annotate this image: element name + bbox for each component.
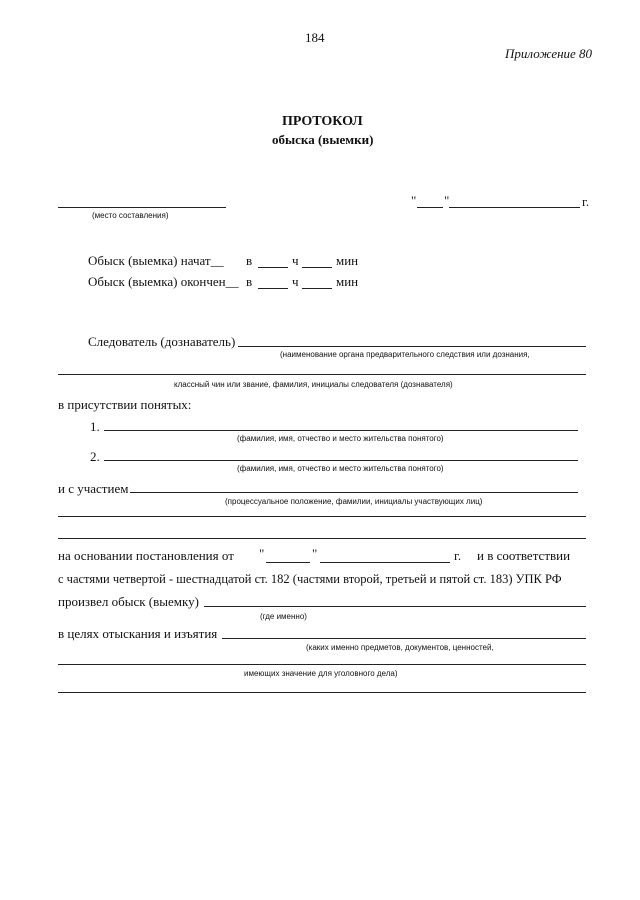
participation-label: и с участием xyxy=(58,481,129,496)
basis-month-year-line[interactable] xyxy=(320,562,450,563)
purpose-label: в целях отыскания и изъятия xyxy=(58,626,218,641)
witnesses-intro: в присутствии понятых: xyxy=(58,397,192,412)
basis-line2: с частями четвертой - шестнадцатой ст. 182 (частями второй, третьей и пятой ст. 183) УПК РФ xyxy=(58,572,562,586)
end-min-label: мин xyxy=(336,274,359,289)
date-quote-close: " xyxy=(444,193,450,208)
place-caption: (место составления) xyxy=(92,211,169,220)
start-min-label: мин xyxy=(336,253,359,268)
basis-quote-open: " xyxy=(259,546,265,561)
participation-caption: (процессуальное положение, фамилии, инициалы участвующих лиц) xyxy=(225,497,483,506)
appendix-label: Приложение 80 xyxy=(505,46,593,61)
investigator-caption-1: (наименование органа предварительного следствия или дознания, xyxy=(280,350,530,359)
investigator-caption-2: классный чин или звание, фамилия, инициалы следователя (дознавателя) xyxy=(174,380,453,389)
witness-1-line[interactable] xyxy=(104,430,578,431)
basis-quote-close: " xyxy=(312,546,318,561)
document-subtitle: обыска (выемки) xyxy=(272,132,374,147)
investigator-label: Следователь (дознаватель) xyxy=(88,334,236,349)
start-hour-line[interactable] xyxy=(258,267,288,268)
participation-line-2[interactable] xyxy=(58,516,586,517)
purpose-line-3[interactable] xyxy=(58,692,586,693)
date-quote-open: " xyxy=(411,193,417,208)
search-started-label: Обыск (выемка) начат__ xyxy=(88,253,224,268)
end-v-label: в xyxy=(246,274,253,289)
purpose-line-1[interactable] xyxy=(222,638,586,639)
place-line[interactable] xyxy=(58,207,226,208)
end-hour-line[interactable] xyxy=(258,288,288,289)
basis-line3-label: произвел обыск (выемку) xyxy=(58,594,199,609)
participation-line-3[interactable] xyxy=(58,538,586,539)
witness-1-caption: (фамилия, имя, отчество и место жительства понятого) xyxy=(237,434,444,443)
search-location-line[interactable] xyxy=(204,606,586,607)
purpose-caption-2: имеющих значение для уголовного дела) xyxy=(244,669,398,678)
date-day-line[interactable] xyxy=(417,207,443,208)
purpose-caption-1: (каких именно предметов, документов, ценностей, xyxy=(306,643,494,652)
basis-year-suffix: г. xyxy=(454,548,462,563)
document-title: ПРОТОКОЛ xyxy=(282,114,363,129)
date-year-suffix: г. xyxy=(582,194,590,209)
date-month-year-line[interactable] xyxy=(449,207,580,208)
investigator-line-2[interactable] xyxy=(58,374,586,375)
search-ended-label: Обыск (выемка) окончен__ xyxy=(88,274,239,289)
end-h-label: ч xyxy=(292,274,299,289)
purpose-line-2[interactable] xyxy=(58,664,586,665)
participation-line-1[interactable] xyxy=(130,492,578,493)
page-number: 184 xyxy=(305,30,325,45)
search-location-caption: (где именно) xyxy=(260,612,307,621)
witness-2-caption: (фамилия, имя, отчество и место жительства понятого) xyxy=(237,464,444,473)
end-min-line[interactable] xyxy=(302,288,332,289)
witness-2-line[interactable] xyxy=(104,460,578,461)
investigator-line-1[interactable] xyxy=(238,346,586,347)
witness-1-number: 1. xyxy=(90,419,100,434)
start-min-line[interactable] xyxy=(302,267,332,268)
start-v-label: в xyxy=(246,253,253,268)
basis-line1-prefix: на основании постановления от xyxy=(58,548,234,563)
basis-day-line[interactable] xyxy=(266,562,310,563)
witness-2-number: 2. xyxy=(90,449,100,464)
start-h-label: ч xyxy=(292,253,299,268)
basis-line1-suffix: и в соответствии xyxy=(477,548,571,563)
